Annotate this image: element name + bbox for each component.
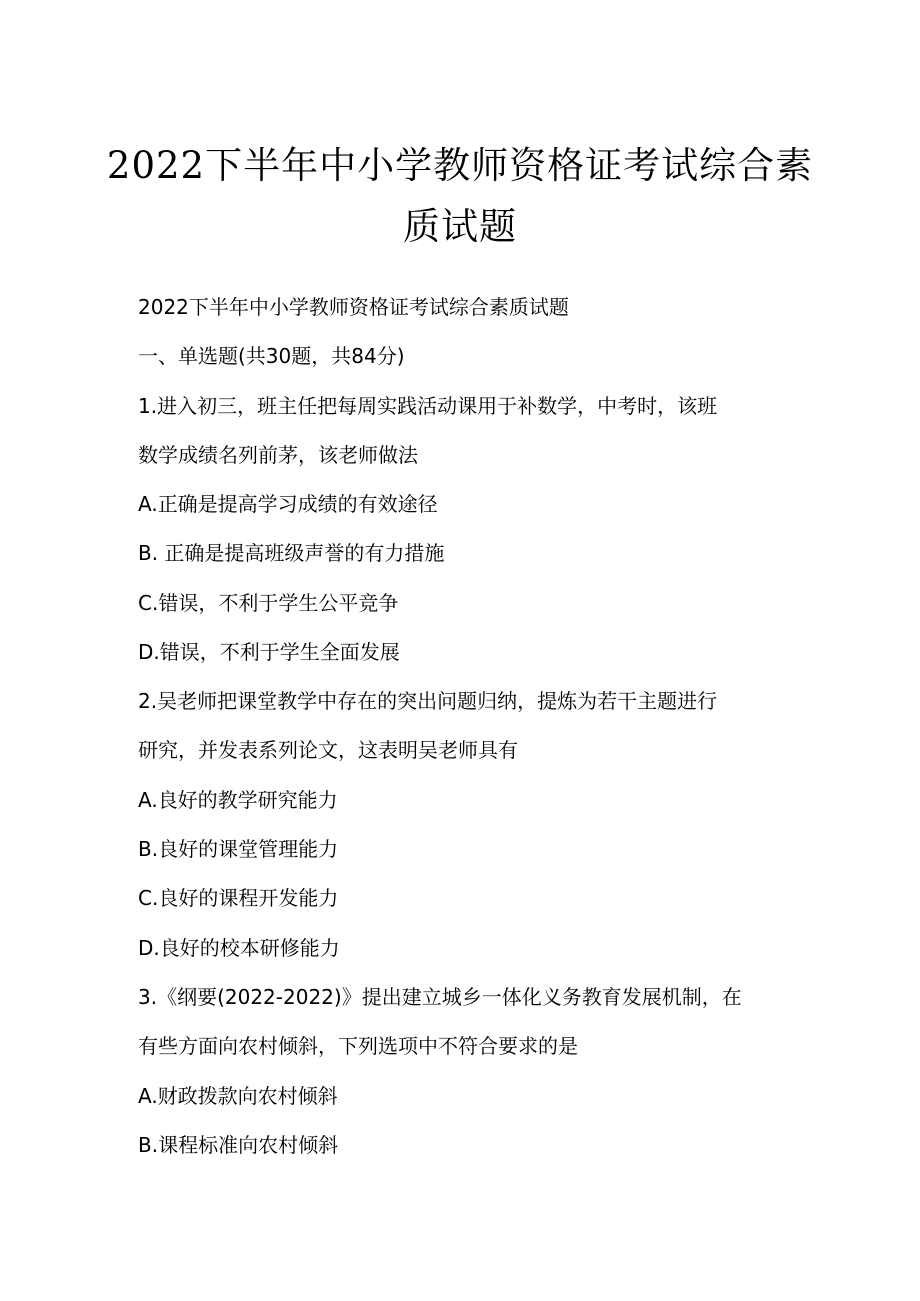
- question-2-option-a: A.良好的教学研究能力: [138, 788, 338, 812]
- question-3-stem-line-2: 有些方面向农村倾斜，下列选项中不符合要求的是: [138, 1034, 578, 1058]
- question-3-option-a: A.财政拨款向农村倾斜: [138, 1084, 338, 1108]
- question-2-option-b: B.良好的课堂管理能力: [138, 837, 339, 861]
- document-title-line-2: 质试题: [403, 205, 517, 248]
- question-2-stem-line-1: 2.吴老师把课堂教学中存在的突出问题归纳，提炼为若干主题进行: [138, 689, 718, 713]
- question-3-stem-line-1: 3.《纲要(2022-2022)》提出建立城乡一体化义务教育发展机制，在: [138, 985, 742, 1009]
- question-2-option-c: C.良好的课程开发能力: [138, 886, 339, 910]
- question-3-option-b: B.课程标准向农村倾斜: [138, 1133, 339, 1157]
- question-1-stem-line-1: 1.进入初三，班主任把每周实践活动课用于补数学，中考时，该班: [138, 394, 718, 418]
- question-1-option-c: C.错误，不利于学生公平竞争: [138, 591, 399, 615]
- question-2-stem-line-2: 研究，并发表系列论文，这表明吴老师具有: [138, 738, 518, 762]
- document-subtitle: 2022下半年中小学教师资格证考试综合素质试题: [138, 295, 569, 319]
- question-1-option-a: A.正确是提高学习成绩的有效途径: [138, 492, 438, 516]
- section-heading: 一、单选题(共30题，共84分): [138, 344, 405, 368]
- question-2-option-d: D.良好的校本研修能力: [138, 936, 340, 960]
- document-title-line-1: 2022下半年中小学教师资格证考试综合素: [106, 144, 814, 187]
- question-1-option-b: B. 正确是提高班级声誉的有力措施: [138, 541, 445, 565]
- question-1-stem-line-2: 数学成绩名列前茅，该老师做法: [138, 443, 418, 467]
- question-1-option-d: D.错误，不利于学生全面发展: [138, 640, 400, 664]
